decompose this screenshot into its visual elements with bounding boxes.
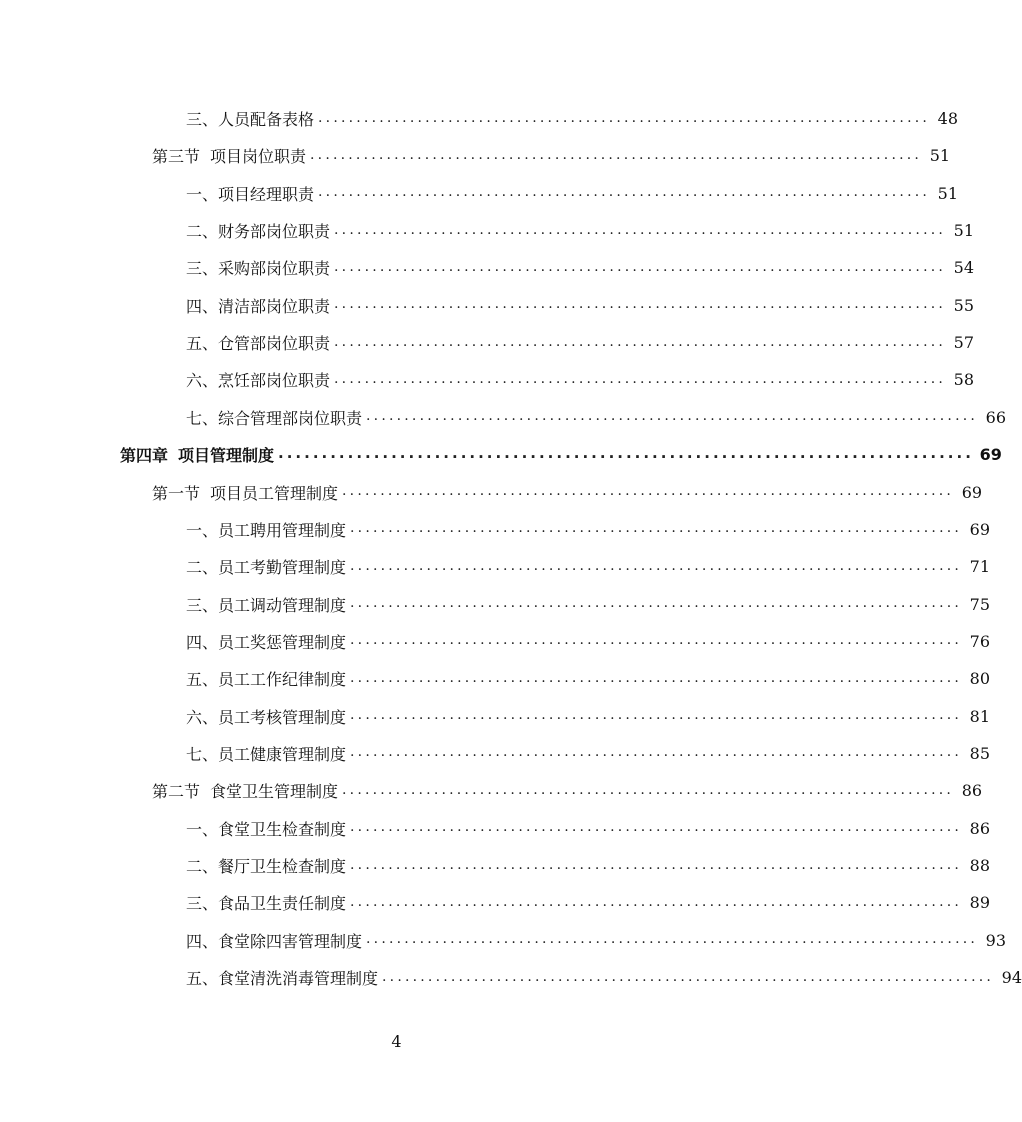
toc-entry-page: 58 bbox=[953, 370, 975, 390]
toc-entry-title bbox=[186, 368, 334, 391]
toc-entry-label: 五、食堂清洗消毒管理制度 bbox=[186, 969, 379, 989]
toc-entry-page: 88 bbox=[969, 856, 991, 875]
toc-entry-title bbox=[186, 742, 350, 765]
toc-dot-leader: ................................................................................ bbox=[350, 632, 963, 649]
toc-entry-title bbox=[186, 817, 350, 840]
toc-dot-leader: ................................................................................ bbox=[342, 483, 955, 499]
toc-entry-title bbox=[152, 779, 342, 802]
toc-dot-leader: ................................................................................ bbox=[278, 444, 974, 463]
toc-entry-title bbox=[152, 144, 310, 167]
toc-entry-page: 81 bbox=[969, 706, 991, 726]
toc-entry-title bbox=[186, 555, 350, 578]
toc-dot-leader: ................................................................................ bbox=[342, 781, 955, 798]
toc-entry-label: 二、员工考勤管理制度 bbox=[186, 558, 347, 578]
toc-entry-page: 80 bbox=[969, 669, 991, 689]
toc-entry-label: 项目岗位职责 bbox=[210, 147, 307, 167]
toc-entry-label: 五、员工工作纪律制度 bbox=[186, 670, 347, 690]
toc-entry-page: 55 bbox=[953, 295, 975, 315]
toc-dot-leader: ................................................................................ bbox=[350, 856, 963, 873]
toc-entry-page: 69 bbox=[969, 519, 991, 539]
toc-dot-leader: ................................................................................ bbox=[350, 595, 963, 612]
toc-entry[interactable] bbox=[186, 249, 975, 286]
toc-entry-title bbox=[186, 929, 366, 952]
toc-entry-title bbox=[186, 518, 350, 541]
toc-entry-page: 48 bbox=[937, 109, 959, 128]
toc-entry-page: 51 bbox=[929, 146, 951, 166]
toc-dot-leader: ................................................................................ bbox=[350, 520, 963, 537]
toc-entry-section: 第四章 bbox=[120, 446, 169, 466]
toc-entry-label: 项目员工管理制度 bbox=[210, 483, 339, 503]
toc-entry-page: 69 bbox=[979, 445, 1002, 465]
toc-entry-title bbox=[186, 966, 382, 989]
toc-entry-page: 57 bbox=[953, 333, 975, 353]
toc-entry-title bbox=[186, 107, 318, 130]
toc-entry-title bbox=[186, 667, 350, 690]
page-number: 4 bbox=[391, 1032, 402, 1051]
toc-entry-title bbox=[186, 294, 334, 317]
toc-dot-leader: ................................................................................ bbox=[334, 370, 947, 387]
toc-entry-label: 二、财务部岗位职责 bbox=[186, 222, 331, 242]
toc-dot-leader: ................................................................................ bbox=[334, 333, 947, 350]
toc-entry-page: 76 bbox=[969, 631, 991, 651]
toc-entry-title bbox=[186, 891, 350, 914]
toc-entry-label: 三、食品卫生责任制度 bbox=[186, 894, 347, 914]
toc-entry-page: 51 bbox=[953, 221, 975, 241]
toc-entry[interactable] bbox=[186, 810, 991, 847]
toc-entry-label: 四、食堂除四害管理制度 bbox=[186, 931, 363, 951]
toc-entry-page: 93 bbox=[985, 930, 1007, 950]
toc-entry-page: 89 bbox=[969, 893, 991, 913]
toc-entry-title bbox=[186, 256, 334, 279]
toc-dot-leader: ................................................................................ bbox=[350, 669, 963, 686]
toc-entry-page: 66 bbox=[985, 407, 1007, 427]
toc-entry[interactable] bbox=[186, 287, 975, 324]
toc-entry-label: 项目管理制度 bbox=[178, 446, 275, 466]
toc-entry-label: 食堂卫生管理制度 bbox=[210, 782, 339, 802]
toc-entry-title bbox=[186, 219, 334, 242]
toc-entry-label: 七、员工健康管理制度 bbox=[186, 744, 347, 764]
toc-entry-page: 75 bbox=[969, 594, 991, 614]
toc-entry[interactable] bbox=[186, 548, 991, 585]
toc-entry[interactable] bbox=[186, 361, 975, 398]
toc-entry[interactable] bbox=[186, 324, 975, 361]
toc-entry-label: 二、餐厅卫生检查制度 bbox=[186, 857, 347, 876]
toc-entry[interactable] bbox=[186, 399, 1007, 436]
toc-dot-leader: ................................................................................ bbox=[310, 146, 923, 163]
toc-dot-leader: ................................................................................ bbox=[318, 109, 931, 126]
toc-entry-title bbox=[186, 182, 318, 205]
toc-dot-leader: ................................................................................ bbox=[366, 408, 979, 425]
toc-entry-label: 三、人员配备表格 bbox=[186, 110, 315, 129]
toc-entry-label: 七、综合管理部岗位职责 bbox=[186, 408, 363, 428]
toc-entry[interactable] bbox=[186, 212, 975, 249]
toc-dot-leader: ................................................................................ bbox=[350, 557, 963, 574]
toc-entry[interactable] bbox=[152, 137, 951, 174]
toc-entry[interactable] bbox=[186, 100, 959, 137]
toc-entry-title bbox=[186, 854, 350, 877]
toc-entry-label: 四、清洁部岗位职责 bbox=[186, 296, 331, 316]
toc-entry-page: 54 bbox=[953, 258, 975, 278]
toc-entry[interactable] bbox=[120, 436, 1002, 473]
toc-entry[interactable] bbox=[152, 474, 983, 511]
toc-dot-leader: ................................................................................ bbox=[350, 893, 963, 910]
toc-entry[interactable] bbox=[186, 623, 991, 660]
toc-dot-leader: ................................................................................ bbox=[318, 184, 931, 201]
toc-entry-label: 六、员工考核管理制度 bbox=[186, 707, 347, 727]
toc-dot-leader: ................................................................................ bbox=[350, 707, 963, 724]
toc-entry-label: 五、仓管部岗位职责 bbox=[186, 334, 331, 354]
toc-entry[interactable] bbox=[186, 586, 991, 623]
toc-entry-title bbox=[186, 705, 350, 728]
toc-dot-leader: ................................................................................ bbox=[334, 221, 947, 238]
toc-entry-page: 69 bbox=[961, 482, 983, 502]
toc-dot-leader: ................................................................................ bbox=[350, 819, 963, 836]
toc-entry[interactable] bbox=[186, 175, 959, 212]
toc-entry-label: 六、烹饪部岗位职责 bbox=[186, 371, 331, 391]
toc-entry-title bbox=[186, 406, 366, 429]
toc-entry-page: 94 bbox=[1001, 968, 1022, 988]
toc-entry-title bbox=[120, 443, 278, 466]
toc-entry-page: 51 bbox=[937, 183, 959, 203]
toc-entry-title bbox=[186, 630, 350, 653]
toc-entry[interactable] bbox=[152, 772, 983, 809]
toc-entry-page: 71 bbox=[969, 557, 991, 577]
toc-entry-section: 第二节 bbox=[152, 782, 201, 802]
toc-entry[interactable] bbox=[186, 660, 991, 697]
toc-dot-leader: ................................................................................ bbox=[334, 296, 947, 313]
toc-entry-section: 第三节 bbox=[152, 147, 201, 167]
toc-entry-page: 85 bbox=[969, 743, 991, 763]
toc-entry-page: 86 bbox=[961, 781, 983, 801]
toc-entry[interactable] bbox=[186, 884, 991, 921]
toc-entry-section: 第一节 bbox=[152, 483, 201, 503]
toc-entry-label: 三、员工调动管理制度 bbox=[186, 595, 347, 615]
toc-entry[interactable] bbox=[186, 959, 1022, 996]
toc-entry[interactable] bbox=[186, 847, 991, 884]
toc-entry[interactable] bbox=[186, 698, 991, 735]
toc-entry-label: 一、食堂卫生检查制度 bbox=[186, 819, 347, 839]
toc-entry-label: 一、项目经理职责 bbox=[186, 184, 315, 204]
toc-dot-leader: ................................................................................ bbox=[366, 931, 979, 948]
toc-dot-leader: ................................................................................ bbox=[334, 258, 947, 275]
toc-dot-leader: ................................................................................ bbox=[350, 744, 963, 761]
toc-entry-page: 86 bbox=[969, 818, 991, 838]
toc-entry-label: 三、采购部岗位职责 bbox=[186, 259, 331, 279]
toc-entry[interactable] bbox=[186, 511, 991, 548]
toc-entry-title bbox=[152, 481, 342, 504]
toc-entry-title bbox=[186, 593, 350, 616]
toc-dot-leader: ................................................................................ bbox=[382, 968, 995, 985]
toc-entry-label: 一、员工聘用管理制度 bbox=[186, 520, 347, 540]
toc-entry[interactable] bbox=[186, 735, 991, 772]
toc-entry-label: 四、员工奖惩管理制度 bbox=[186, 632, 347, 652]
toc-entry-title bbox=[186, 331, 334, 354]
toc-entry[interactable] bbox=[186, 922, 1007, 959]
